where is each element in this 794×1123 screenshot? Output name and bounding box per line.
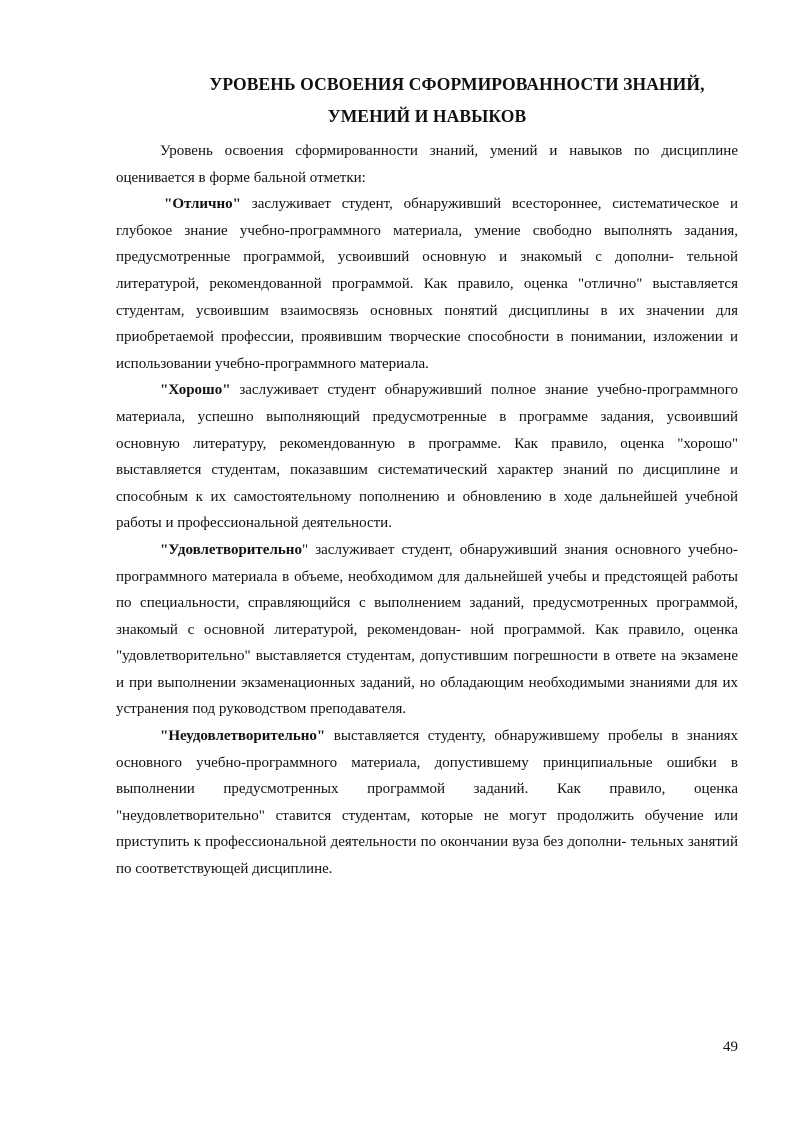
grade-text-good: заслуживает студент обнаруживший полное знание учебно-программного материала, успешно выполняющий предусмотренные в программе задания, усвоивший основную литературу, рекомендованную в программе. Как правило, оценка "хорошо" выставляется студентам, показавшим систематический характер знаний по дисциплине и способным к их самостоятельному пополнению и обновлению в ходе дальнейшей учебной работы и профессиональной деятельности. [116,382,738,532]
grade-text-unsatisfactory: выставляется студенту, обнаружившему пробелы в знаниях основного учебно-программного материала, допустившему принципиальные ошибки в выполнении предусмотренных программой заданий. Как правило, оценка "неудовлетворительно" ставится студентам, которые не могут продолжить обучение или приступить к профессиональной деятельности по окончании вуза без дополни- тельных занятий по соответствующей дисциплине. [116,728,738,878]
grade-term-good: "Хорошо" [160,382,231,399]
document-title-line-1: УРОВЕНЬ ОСВОЕНИЯ СФОРМИРОВАННОСТИ ЗНАНИЙ, [209,74,705,94]
grade-term-satisfactory: "Удовлетворительно [160,541,302,558]
grade-paragraph-good [116,377,738,537]
grade-paragraph-unsatisfactory [116,723,738,883]
intro-paragraph: Уровень освоения сформированности знаний, умений и навыков по дисциплине оценивается в форме бальной отметки: [116,143,738,186]
document-title-line-2: УМЕНИЙ И НАВЫКОВ [327,106,527,126]
grade-paragraph-satisfactory [116,537,738,723]
grade-text-satisfactory: " заслуживает студент, обнаруживший знания основного учебно-программного материала в объеме, необходимом для дальнейшей учебы и предстоящей работы по специальности, справляющийся с выполнением заданий, предусмотренных программой, знакомый с основной литературой, рекомендован- ной программой. Как правило, оценка "удовлетворительно" выставляется студентам, допустившим погрешности в ответе на экзамене и при выполнении экзаменационных заданий, но обладающим необходимыми знаниями для их устранения под руководством преподавателя. [116,541,738,718]
grade-text-excellent: заслуживает студент, обнаруживший всестороннее, систематическое и глубокое знание учебно-программного материала, умение свободно выполнять задания, предусмотренные программой, усвоивший основную и знакомый с дополни- тельной литературой, рекомендованной программой. Как правило, оценка "отлично" выставляется студентам, усвоившим взаимосвязь основных понятий дисциплины в их значении для приобретаемой профессии, проявившим творческие способности в понимании, изложении и использовании учебно-программного материала. [116,196,738,372]
document-body [116,138,738,883]
page-number: 49 [723,1039,738,1055]
grade-term-excellent: "Отлично" [164,196,241,213]
grade-term-unsatisfactory: "Неудовлетворительно" [160,728,326,745]
grade-paragraph-excellent [116,191,738,377]
